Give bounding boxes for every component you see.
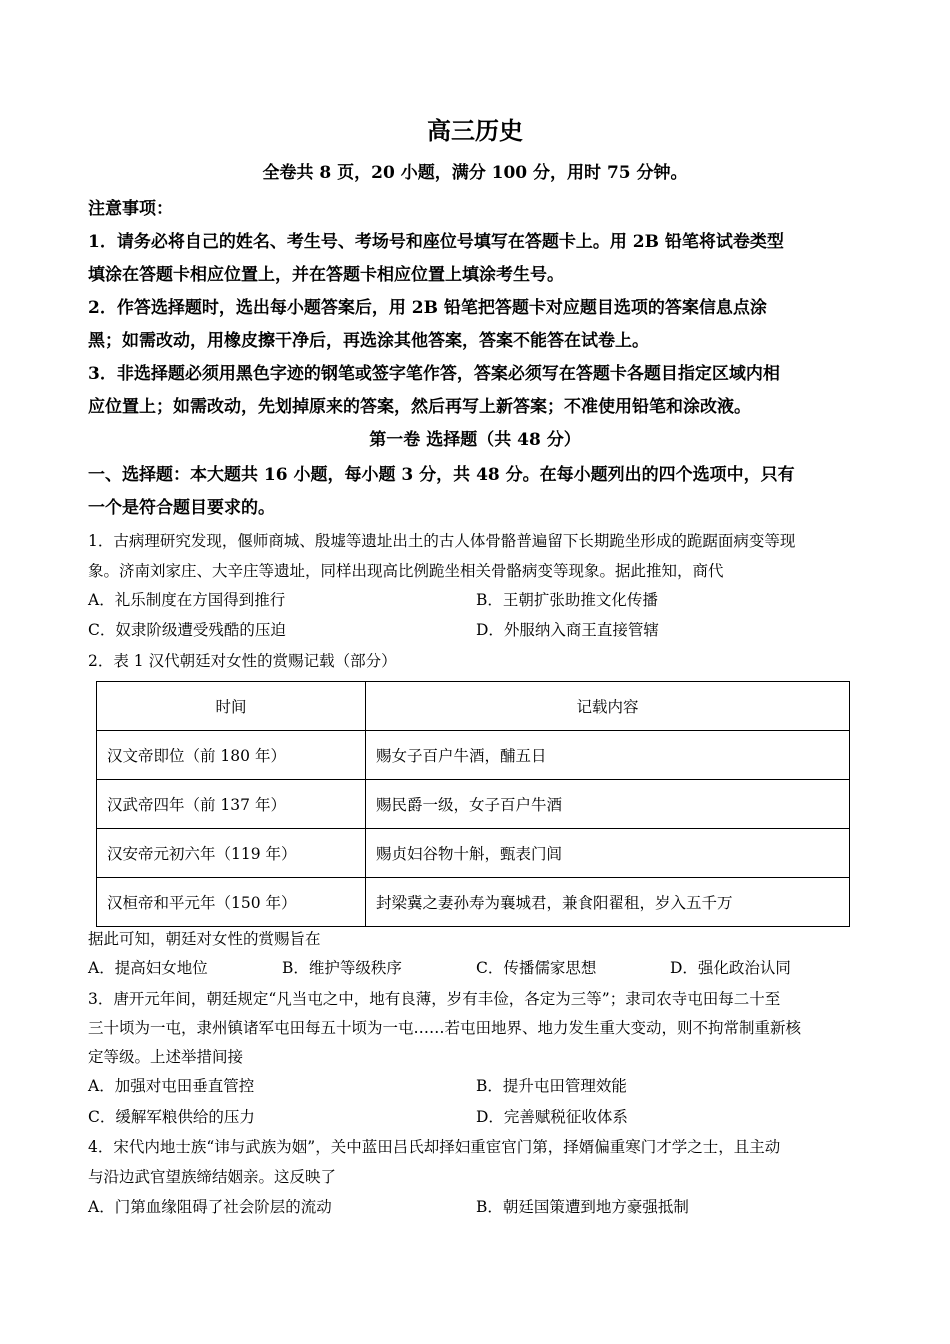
- q1-stem-line: 1．古病理研究发现，偃师商城、殷墟等遗址出土的古人体骨骼普遍留下长期跪坐形成的跪踞面病变等现: [88, 532, 796, 550]
- notice-line: 应位置上；如需改动，先划掉原来的答案，然后再写上新答案；不准使用铅笔和涂改液。: [88, 397, 751, 417]
- q2-option-c[interactable]: C．传播儒家思想: [476, 959, 597, 977]
- q4-option-a[interactable]: A．门第血缘阻碍了社会阶层的流动: [88, 1198, 332, 1216]
- part-intro-line: 一、选择题：本大题共 16 小题，每小题 3 分，共 48 分。在每小题列出的四个选项中，只有: [88, 465, 795, 485]
- q1-option-c[interactable]: C．奴隶阶级遭受残酷的压迫: [88, 621, 286, 639]
- part-intro-line: 一个是符合题目要求的。: [88, 498, 275, 518]
- q3-option-d[interactable]: D．完善赋税征收体系: [476, 1108, 628, 1126]
- q2-option-a[interactable]: A．提高妇女地位: [88, 959, 208, 977]
- q3-option-b[interactable]: B．提升屯田管理效能: [476, 1077, 627, 1095]
- q4-stem-line: 4．宋代内地士族“讳与武族为姻”，关中蓝田吕氏却择妇重宦官门第，择婿偏重寒门才学之士，且主动: [88, 1138, 781, 1156]
- notice-line: 2．作答选择题时，选出每小题答案后，用 2B 铅笔把答题卡对应题目选项的答案信息点涂: [88, 298, 767, 318]
- q4-stem-line: 与沿边武官望族缔结姻亲。这反映了: [88, 1168, 337, 1186]
- q3-option-c[interactable]: C．缓解军粮供给的压力: [88, 1108, 255, 1126]
- table-cell-content: 赐民爵一级，女子百户牛酒: [366, 780, 850, 829]
- q3-stem-line: 三十顷为一屯，隶州镇诸军屯田每五十顷为一屯……若屯田地界、地力发生重大变动，则不拘常制重新核: [88, 1019, 802, 1037]
- q3-option-a[interactable]: A．加强对屯田垂直管控: [88, 1077, 255, 1095]
- table-header-cell: 时间: [97, 682, 366, 731]
- table-cell-time: 汉文帝即位（前 180 年）: [97, 731, 366, 780]
- exam-info: 全卷共 8 页，20 小题，满分 100 分，用时 75 分钟。: [262, 163, 688, 183]
- table-header-cell: 记载内容: [366, 682, 850, 731]
- table-row: [97, 829, 850, 878]
- q1-option-b[interactable]: B．王朝扩张助推文化传播: [476, 591, 658, 609]
- notice-line: 黑；如需改动，用橡皮擦干净后，再选涂其他答案，答案不能答在试卷上。: [88, 331, 649, 351]
- q2-question: 据此可知，朝廷对女性的赏赐旨在: [88, 930, 321, 948]
- table-cell-content: 赐女子百户牛酒，酺五日: [366, 731, 850, 780]
- q2-option-b[interactable]: B．维护等级秩序: [282, 959, 402, 977]
- notice-heading: 注意事项：: [88, 199, 173, 219]
- table-cell-time: 汉桓帝和平元年（150 年）: [97, 878, 366, 927]
- notice-line: 3．非选择题必须用黑色字迹的钢笔或签字笔作答，答案必须写在答题卡各题目指定区域内相: [88, 364, 780, 384]
- table-header-row: [97, 682, 850, 731]
- q2-option-d[interactable]: D．强化政治认同: [670, 959, 791, 977]
- table-row: [97, 731, 850, 780]
- notice-line: 填涂在答题卡相应位置上，并在答题卡相应位置上填涂考生号。: [88, 265, 564, 285]
- q3-stem-line: 定等级。上述举措间接: [88, 1048, 244, 1066]
- q4-option-b[interactable]: B．朝廷国策遭到地方豪强抵制: [476, 1198, 689, 1216]
- q1-stem-line: 象。济南刘家庄、大辛庄等遗址，同样出现高比例跪坐相关骨骼病变等现象。据此推知，商代: [88, 562, 724, 580]
- table-cell-time: 汉武帝四年（前 137 年）: [97, 780, 366, 829]
- table-cell-content: 赐贞妇谷物十斛，甄表门闾: [366, 829, 850, 878]
- q1-option-d[interactable]: D．外服纳入商王直接管辖: [476, 621, 659, 639]
- q1-option-a[interactable]: A．礼乐制度在方国得到推行: [88, 591, 286, 609]
- q2-stem: 2．表 1 汉代朝廷对女性的赏赐记载（部分）: [88, 652, 397, 670]
- table-row: [97, 878, 850, 927]
- table-row: [97, 780, 850, 829]
- page-title: 高三历史: [427, 116, 523, 145]
- table-cell-time: 汉安帝元初六年（119 年）: [97, 829, 366, 878]
- notice-line: 1．请务必将自己的姓名、考生号、考场号和座位号填写在答题卡上。用 2B 铅笔将试卷类型: [88, 232, 784, 252]
- q2-records-table: [96, 681, 850, 927]
- table-cell-content: 封梁冀之妻孙寿为襄城君，兼食阳翟租，岁入五千万: [366, 878, 850, 927]
- section-title: 第一卷 选择题（共 48 分）: [369, 430, 581, 450]
- q3-stem-line: 3．唐开元年间，朝廷规定“凡当屯之中，地有良薄，岁有丰俭，各定为三等”；隶司农寺屯田每二十至: [88, 990, 781, 1008]
